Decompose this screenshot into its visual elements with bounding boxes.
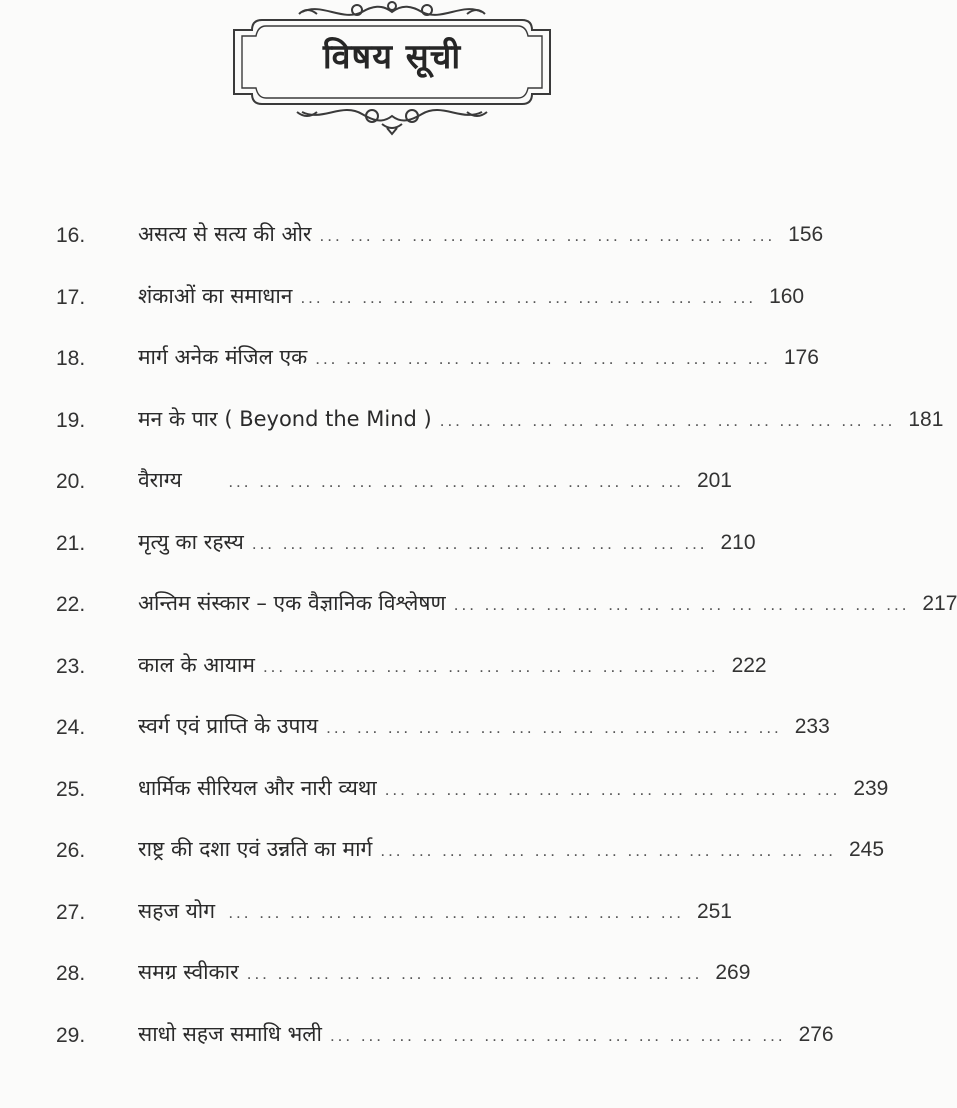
chapter-number: 29. (56, 1023, 86, 1047)
dot-leader: ... ... ... ... ... ... ... ... ... ... ... ... ... ... ... (246, 964, 703, 983)
chapter-title: स्वर्ग एवं प्राप्ति के उपाय (138, 714, 319, 738)
chapter-number: 16. (56, 224, 86, 247)
chapter-number: 26. (56, 839, 86, 862)
toc-entry (0, 579, 957, 641)
title-frame (222, 0, 562, 140)
page-number: 222 (731, 653, 767, 677)
page-number: 217 (922, 592, 957, 615)
page-number: 233 (794, 715, 830, 738)
chapter-title: असत्य से सत्य की ओर (138, 222, 312, 246)
toc-entry (0, 825, 885, 887)
chapter-line (138, 835, 885, 863)
dot-leader: ... ... ... ... ... ... ... ... ... ... ... ... ... ... ... (439, 410, 896, 430)
toc-entry (0, 948, 780, 1010)
dot-leader: ... ... ... ... ... ... ... ... ... ... ... ... ... ... ... (251, 533, 708, 553)
chapter-title: धार्मिक सीरियल और नारी व्यथा (138, 775, 377, 800)
page-title: विषय सूची (322, 37, 462, 77)
page-number: 210 (720, 530, 756, 554)
chapter-title: काल के आयाम (138, 652, 255, 677)
chapter-title: राष्ट्र की दशा एवं उन्नति का मार्ग (138, 837, 373, 861)
chapter-number: 28. (56, 962, 86, 985)
page-number: 156 (788, 223, 824, 246)
chapter-number: 25. (56, 777, 86, 801)
chapter-line (138, 651, 767, 679)
page-number: 251 (696, 899, 732, 923)
chapter-line (138, 528, 756, 556)
dot-leader: ... ... ... ... ... ... ... ... ... ... ... ... ... ... ... (300, 287, 757, 307)
chapter-title: शंकाओं का समाधान (138, 283, 293, 308)
chapter-line (138, 897, 732, 925)
toc-entry (0, 272, 805, 334)
chapter-line (138, 466, 732, 494)
page-number: 176 (783, 346, 819, 369)
chapter-line (138, 282, 805, 310)
chapter-number: 18. (56, 347, 86, 370)
toc-entry (0, 887, 780, 949)
chapter-number: 23. (56, 654, 86, 678)
chapter-title: सहज योग (138, 898, 216, 923)
page-number: 269 (715, 961, 751, 984)
chapter-title: मृत्यु का रहस्य (138, 529, 244, 554)
chapter-title: मार्ग अनेक मंजिल एक (138, 345, 308, 369)
dot-leader: ... ... ... ... ... ... ... ... ... ... ... ... ... ... ... (319, 226, 776, 245)
toc-entry (0, 456, 780, 518)
chapter-number: 17. (56, 285, 86, 309)
dot-leader: ... ... ... ... ... ... ... ... ... ... ... ... ... ... ... (384, 779, 841, 799)
chapter-title: वैराग्य (138, 468, 182, 492)
chapter-number: 21. (56, 531, 86, 555)
toc-entry (0, 1010, 834, 1072)
chapter-number: 24. (56, 716, 86, 739)
page-number: 245 (848, 838, 885, 861)
chapter-line (138, 405, 944, 433)
toc-entry (0, 518, 780, 580)
chapter-line (138, 220, 824, 248)
table-of-contents (0, 210, 957, 1071)
chapter-number: 20. (56, 470, 86, 493)
toc-entry (0, 333, 819, 395)
chapter-title: साधो सहज समाधि भली (138, 1021, 322, 1046)
chapter-line (138, 1020, 834, 1048)
chapter-line (138, 958, 751, 986)
chapter-title: अन्तिम संस्कार – एक वैज्ञानिक विश्लेषण (138, 591, 446, 615)
chapter-title: समग्र स्वीकार (138, 960, 239, 984)
page-number: 160 (769, 284, 805, 308)
page-number: 181 (908, 407, 944, 431)
toc-entry (0, 764, 889, 826)
toc-entry (0, 641, 780, 703)
dot-leader: ... ... ... ... ... ... ... ... ... ... ... ... ... ... ... (380, 841, 837, 860)
page-number: 239 (853, 776, 889, 800)
dot-leader: ... ... ... ... ... ... ... ... ... ... ... ... ... ... ... (453, 595, 910, 614)
toc-entry (0, 210, 824, 272)
page-number: 276 (798, 1022, 834, 1046)
chapter-line (138, 343, 819, 371)
chapter-line (138, 774, 889, 802)
toc-entry (0, 702, 830, 764)
toc-entry (0, 395, 944, 457)
chapter-number: 27. (56, 900, 86, 924)
dot-leader: ... ... ... ... ... ... ... ... ... ... ... ... ... ... ... (228, 902, 684, 922)
chapter-number: 22. (56, 593, 86, 616)
dot-leader: ... ... ... ... ... ... ... ... ... ... ... ... ... ... ... (315, 349, 771, 368)
chapter-line (138, 589, 957, 617)
dot-leader: ... ... ... ... ... ... ... ... ... ... ... ... ... ... ... (228, 472, 684, 491)
chapter-title: मन के पार ( Beyond the Mind ) (138, 406, 432, 431)
dot-leader: ... ... ... ... ... ... ... ... ... ... ... ... ... ... ... (262, 656, 719, 676)
dot-leader: ... ... ... ... ... ... ... ... ... ... ... ... ... ... ... (326, 718, 782, 737)
dot-leader: ... ... ... ... ... ... ... ... ... ... ... ... ... ... ... (329, 1025, 786, 1045)
chapter-line (138, 712, 830, 740)
page-number: 201 (696, 469, 732, 492)
chapter-number: 19. (56, 408, 86, 432)
